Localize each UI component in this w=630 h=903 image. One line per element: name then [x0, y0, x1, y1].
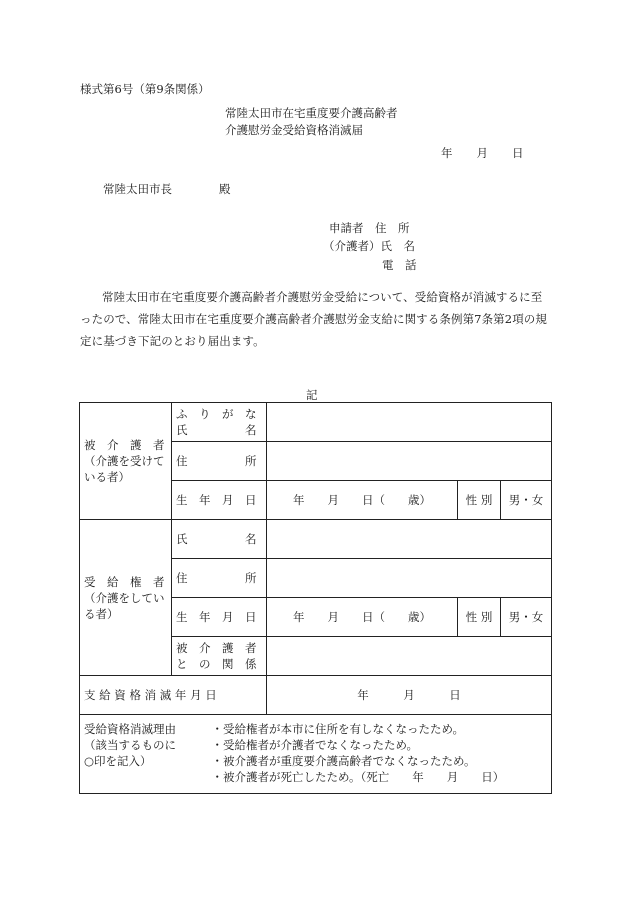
recipient-label-cell — [80, 520, 172, 676]
reason-item[interactable]: ・被介護者が死亡したため。（死亡 年 月 日） — [211, 770, 505, 784]
reason-item[interactable]: ・被介護者が重度要介護高齢者でなくなったため。 — [211, 754, 476, 768]
cared-person-note1: （介護を受けて — [84, 454, 165, 468]
date-year: 年 — [441, 146, 453, 160]
form-table — [79, 402, 552, 794]
applicant-phone-label: 電 話 — [382, 258, 417, 272]
loss-date-field[interactable]: 年 月 日 — [267, 676, 552, 715]
loss-date-label: 支 給 資 格 消 滅 年 月 日 — [80, 676, 267, 715]
cared-person-label-cell — [80, 403, 172, 520]
honorific: 殿 — [219, 182, 231, 196]
relation-label-cell — [172, 637, 267, 676]
recipient-sex-field[interactable]: 男・女 — [501, 598, 552, 637]
cared-name-field[interactable] — [267, 403, 552, 442]
reason-item[interactable]: ・受給権者が本市に住所を有しなくなったため。 — [211, 722, 465, 736]
form-title-line2: 介護慰労金受給資格消滅届 — [225, 123, 363, 137]
relation-label-line2: と の 関 係 — [176, 657, 257, 671]
form-title-line1: 常陸太田市在宅重度要介護高齢者 — [225, 106, 398, 120]
cared-address-label: 住 所 — [172, 442, 267, 481]
relation-field[interactable] — [267, 637, 552, 676]
recipient-address-label: 住 所 — [172, 559, 267, 598]
cared-person-label: 被 介 護 者 — [84, 438, 165, 452]
date-line — [441, 145, 524, 161]
recipient-birthdate-label: 生 年 月 日 — [172, 598, 267, 637]
reason-item[interactable]: ・受給権者が介護者でなくなったため。 — [211, 738, 419, 752]
ki-heading: 記 — [306, 388, 318, 402]
reason-label2: （該当するものに — [84, 738, 176, 752]
form-number: 様式第6号（第9条関係） — [80, 82, 210, 96]
recipient-label: 受 給 権 者 — [84, 574, 165, 589]
recipient-address-field[interactable] — [267, 559, 552, 598]
applicant-name-label: （介護者）氏 名 — [323, 239, 415, 253]
body-text: 常陸太田市在宅重度要介護高齢者介護慰労金受給について、受給資格が消滅するに至ったので、常陸太田市在宅重度要介護高齢者介護慰労金支給に関する条例第7条第2項の規定に基づき下記のとおり届出ます。 — [80, 290, 547, 348]
recipient-birthdate-field[interactable]: 年 月 日（ 歳） — [267, 598, 458, 637]
cared-sex-field[interactable]: 男・女 — [501, 481, 552, 520]
reason-label3: ○印を記入） — [84, 754, 152, 768]
cared-address-field[interactable] — [267, 442, 552, 481]
relation-label-line1: 被 介 護 者 — [176, 641, 257, 655]
cared-birthdate-field[interactable]: 年 月 日（ 歳） — [267, 481, 458, 520]
applicant-address-label: 申請者 住 所 — [329, 221, 410, 235]
reason-label1: 受給資格消滅理由 — [84, 722, 176, 736]
recipient-name-label: 氏 名 — [172, 520, 267, 559]
recipient-name-field[interactable] — [267, 520, 552, 559]
cared-birthdate-label: 生 年 月 日 — [172, 481, 267, 520]
recipient-note1: （介護をしてい — [84, 590, 165, 605]
cared-name-label: 氏 名 — [176, 423, 257, 437]
cared-name-label-cell — [172, 403, 267, 442]
reason-list-cell — [211, 715, 552, 794]
cared-person-note2: いる者） — [84, 470, 130, 484]
furigana-label: ふ り が な — [176, 407, 257, 421]
date-day: 日 — [512, 146, 524, 160]
recipient-sex-label: 性 別 — [458, 598, 501, 637]
cared-sex-label: 性 別 — [458, 481, 501, 520]
addressee: 常陸太田市長 — [103, 182, 172, 196]
date-month: 月 — [476, 146, 488, 160]
recipient-note2: る者） — [84, 606, 119, 621]
